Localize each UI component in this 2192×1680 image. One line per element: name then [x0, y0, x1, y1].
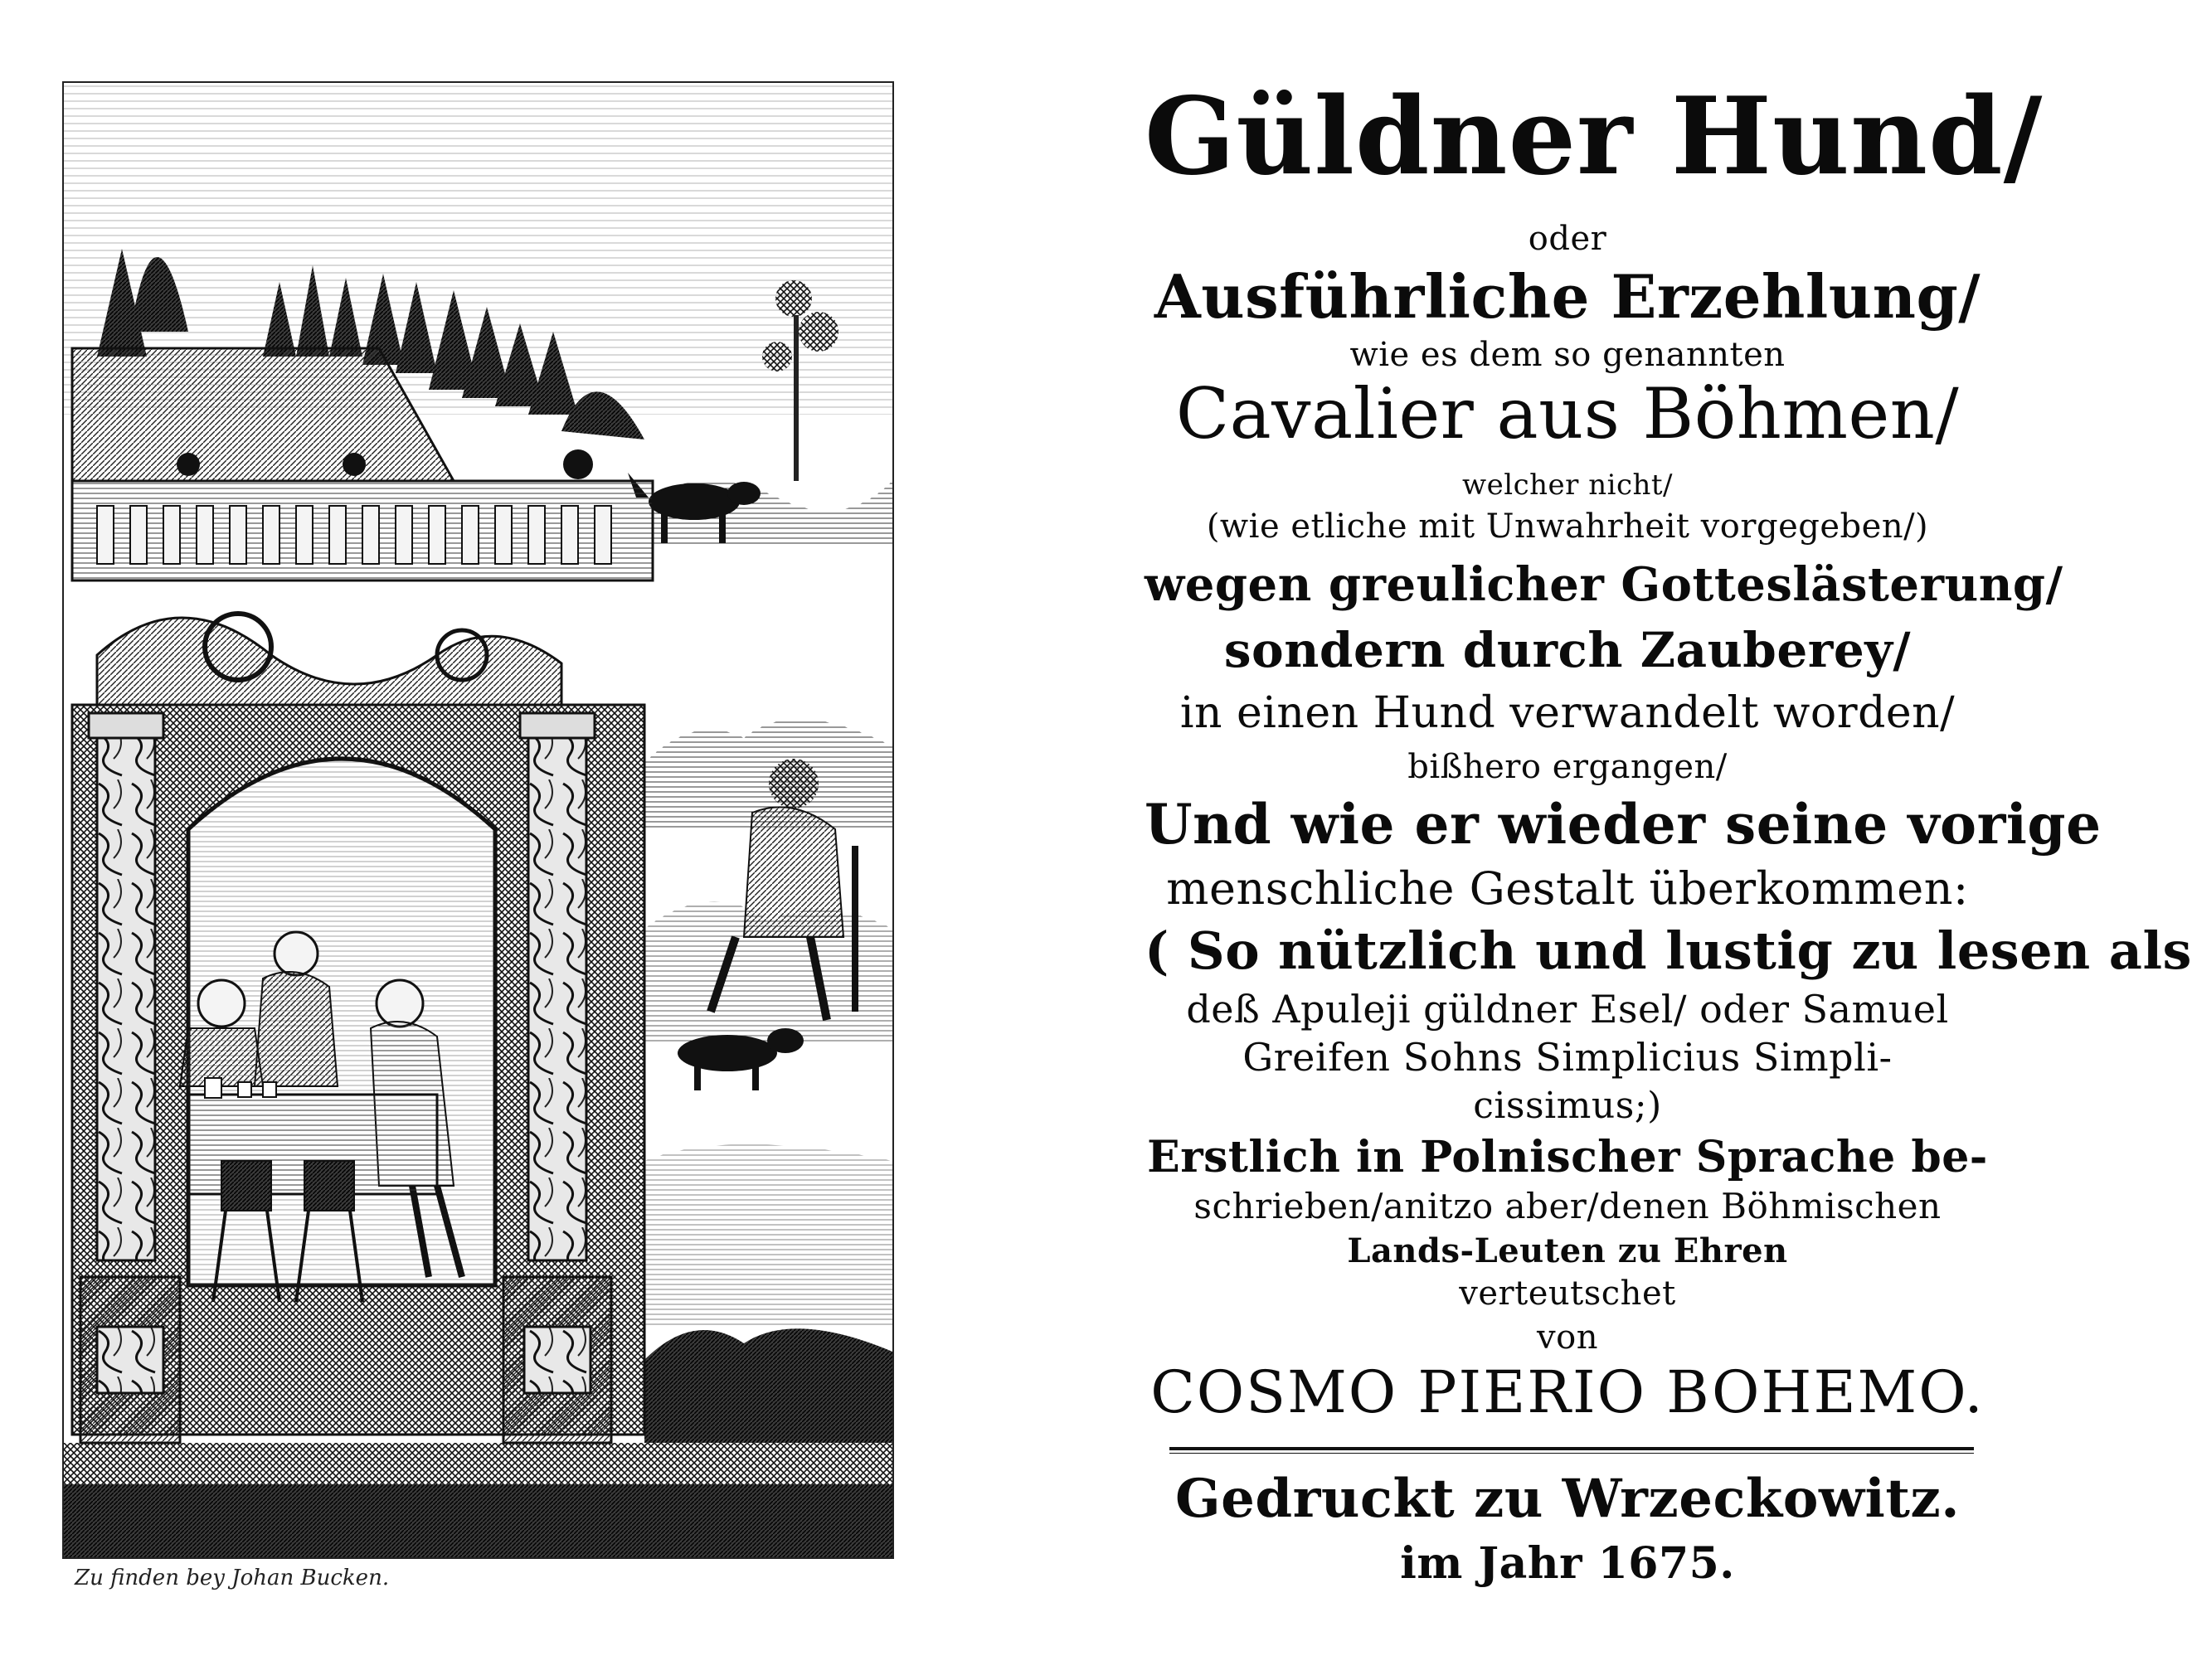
- title-line: bißhero ergangen/: [1407, 748, 1728, 786]
- title-line: welcher nicht/: [1461, 469, 1674, 502]
- title-line: sondern durch Zauberey/: [1223, 622, 1912, 678]
- title-page: [1145, 75, 2192, 1589]
- title-line: deß Apuleji güldner Esel/ oder Samuel: [1186, 987, 1949, 1032]
- title-line: verteutschet: [1459, 1275, 1676, 1313]
- title-line: Cavalier aus Böhmen/: [1175, 373, 1960, 454]
- subtitle-line: Ausführliche Erzehlung/: [1154, 261, 1981, 332]
- title-line: schrieben/anitzo aber/denen Böhmischen: [1193, 1186, 1942, 1226]
- title-line: Erstlich in Polnischer Sprache be-: [1147, 1132, 1988, 1182]
- author-name: COSMO PIERIO BOHEMO.: [1150, 1358, 1985, 1426]
- title-line: Greifen Sohns Simplicius Simpli-: [1242, 1035, 1893, 1080]
- title-line: Und wie er wieder seine vorige: [1145, 792, 2102, 857]
- engraving-illustration: [64, 83, 892, 1557]
- divider-rule: [1169, 1453, 1974, 1454]
- title-line: ( So nützlich und lustig zu lesen als: [1145, 920, 2192, 981]
- title-line: Lands-Leuten zu Ehren: [1347, 1231, 1788, 1270]
- printing-place: Gedruckt zu Wrzeckowitz.: [1174, 1468, 1961, 1530]
- title-line: menschliche Gestalt überkommen:: [1166, 862, 1969, 915]
- title-line: (wie etliche mit Unwahrheit vorgegeben/): [1206, 507, 1929, 546]
- title-line: in einen Hund verwandelt worden/: [1179, 688, 1956, 738]
- title-line: cissimus;): [1473, 1085, 1662, 1127]
- printing-year: im Jahr 1675.: [1400, 1538, 1735, 1589]
- title-line: von: [1537, 1318, 1598, 1357]
- title-line: oder: [1528, 220, 1607, 258]
- engraving-frontispiece: [62, 81, 894, 1559]
- title-line: wegen greulicher Gotteslästerung/: [1145, 557, 2063, 612]
- engraving-imprint: Zu finden bey Johan Bucken.: [75, 1566, 390, 1590]
- divider-rule: [1169, 1447, 1974, 1450]
- book-title: Güldner Hund/: [1145, 75, 2044, 199]
- title-line: wie es dem so genannten: [1349, 336, 1786, 374]
